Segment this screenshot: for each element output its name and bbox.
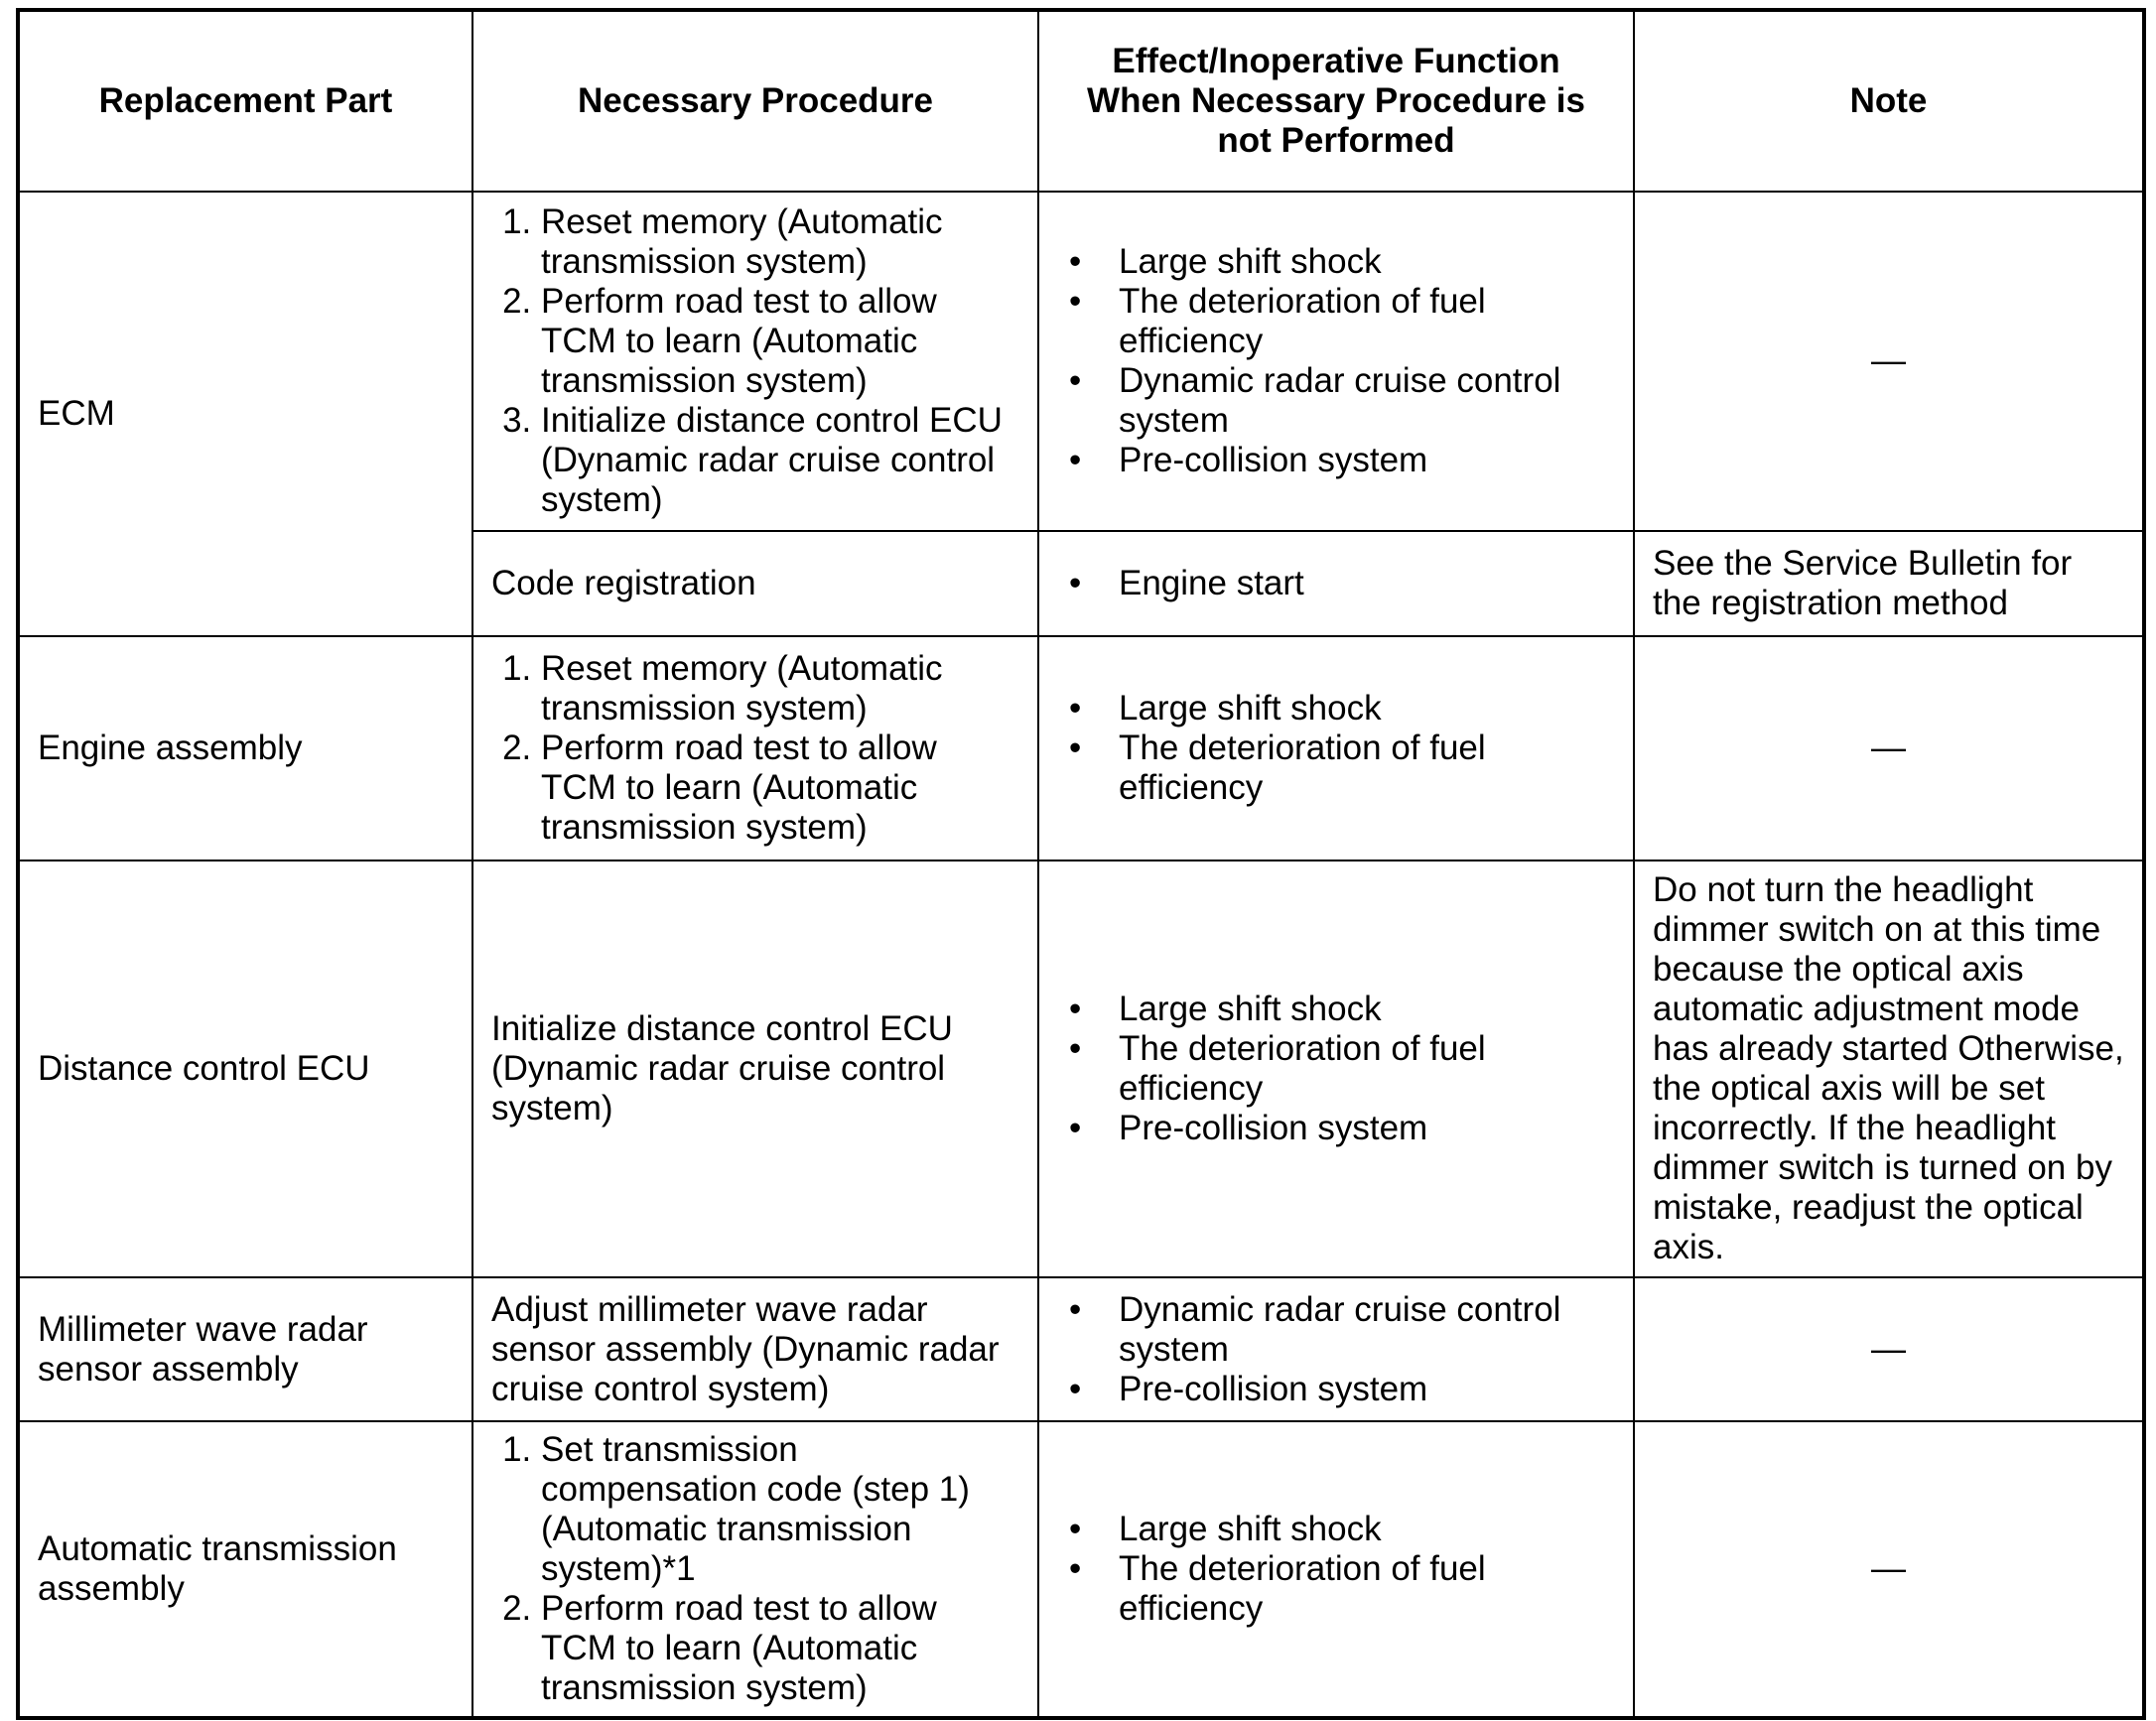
cell-note: — [1634, 192, 2144, 531]
cell-part: Millimeter wave radar sensor assembly [18, 1277, 472, 1421]
effect-list [1057, 990, 1615, 1148]
cell-effect [1038, 860, 1634, 1277]
effect-item: • Dynamic radar cruise control system [1119, 361, 1615, 441]
procedure-step: 1. Reset memory (Automatic transmission system) [541, 202, 1019, 282]
cell-part: ECM [18, 192, 472, 636]
procedure-steps [491, 202, 1019, 520]
effect-item: • The deterioration of fuel efficiency [1119, 282, 1615, 361]
effect-item: • The deterioration of fuel efficiency [1119, 1029, 1615, 1109]
effect-item: • Large shift shock [1119, 689, 1615, 728]
table-row [18, 1277, 2144, 1421]
cell-procedure [472, 636, 1038, 860]
effect-list [1057, 1510, 1615, 1629]
cell-effect [1038, 636, 1634, 860]
effect-item: • Large shift shock [1119, 242, 1615, 282]
procedure-step: 2. Perform road test to allow TCM to learn (Automatic transmission system) [541, 1589, 1019, 1708]
procedure-steps [491, 649, 1019, 848]
procedure-step: 1. Set transmission compensation code (step 1) (Automatic transmission system)*1 [541, 1430, 1019, 1589]
cell-effect [1038, 1277, 1634, 1421]
table-row [18, 860, 2144, 1277]
effect-list [1057, 242, 1615, 480]
effect-item: • The deterioration of fuel efficiency [1119, 1549, 1615, 1629]
procedure-step: 1. Reset memory (Automatic transmission system) [541, 649, 1019, 728]
header-note: Note [1634, 10, 2144, 192]
effect-list [1057, 564, 1615, 603]
cell-procedure: Adjust millimeter wave radar sensor assembly (Dynamic radar cruise control system) [472, 1277, 1038, 1421]
cell-note: — [1634, 636, 2144, 860]
effect-item: • The deterioration of fuel efficiency [1119, 728, 1615, 808]
effect-item: • Large shift shock [1119, 990, 1615, 1029]
cell-effect [1038, 192, 1634, 531]
cell-part: Engine assembly [18, 636, 472, 860]
table-row [18, 636, 2144, 860]
cell-note: — [1634, 1421, 2144, 1718]
cell-procedure [472, 192, 1038, 531]
effect-list [1057, 689, 1615, 808]
procedure-step: 3. Initialize distance control ECU (Dynamic radar cruise control system) [541, 401, 1019, 520]
effect-item: • Engine start [1119, 564, 1615, 603]
effect-item: • Pre-collision system [1119, 1109, 1615, 1148]
procedure-step: 2. Perform road test to allow TCM to learn (Automatic transmission system) [541, 728, 1019, 848]
effect-item: • Dynamic radar cruise control system [1119, 1290, 1615, 1370]
header-replacement-part: Replacement Part [18, 10, 472, 192]
cell-note: See the Service Bulletin for the registration method [1634, 531, 2144, 636]
cell-note: Do not turn the headlight dimmer switch on at this time because the optical axis automatic adjustment mode has already started Otherwise, the optical axis will be set incorrectly. If the headlight dimmer switch is turned on by mistake, readjust the optical axis. [1634, 860, 2144, 1277]
cell-note: — [1634, 1277, 2144, 1421]
replacement-procedure-table [16, 8, 2146, 1720]
header-necessary-procedure: Necessary Procedure [472, 10, 1038, 192]
effect-item: • Large shift shock [1119, 1510, 1615, 1549]
table-header-row [18, 10, 2144, 192]
table-row [18, 192, 2144, 531]
procedure-step: 2. Perform road test to allow TCM to learn (Automatic transmission system) [541, 282, 1019, 401]
cell-part: Distance control ECU [18, 860, 472, 1277]
effect-item: • Pre-collision system [1119, 1370, 1615, 1409]
cell-procedure: Initialize distance control ECU (Dynamic radar cruise control system) [472, 860, 1038, 1277]
header-effect: Effect/Inoperative Function When Necessary Procedure is not Performed [1038, 10, 1634, 192]
effect-list [1057, 1290, 1615, 1409]
cell-procedure [472, 1421, 1038, 1718]
effect-item: • Pre-collision system [1119, 441, 1615, 480]
procedure-steps [491, 1430, 1019, 1708]
cell-effect [1038, 1421, 1634, 1718]
table-row [18, 1421, 2144, 1718]
cell-procedure: Code registration [472, 531, 1038, 636]
cell-effect [1038, 531, 1634, 636]
cell-part: Automatic transmission assembly [18, 1421, 472, 1718]
